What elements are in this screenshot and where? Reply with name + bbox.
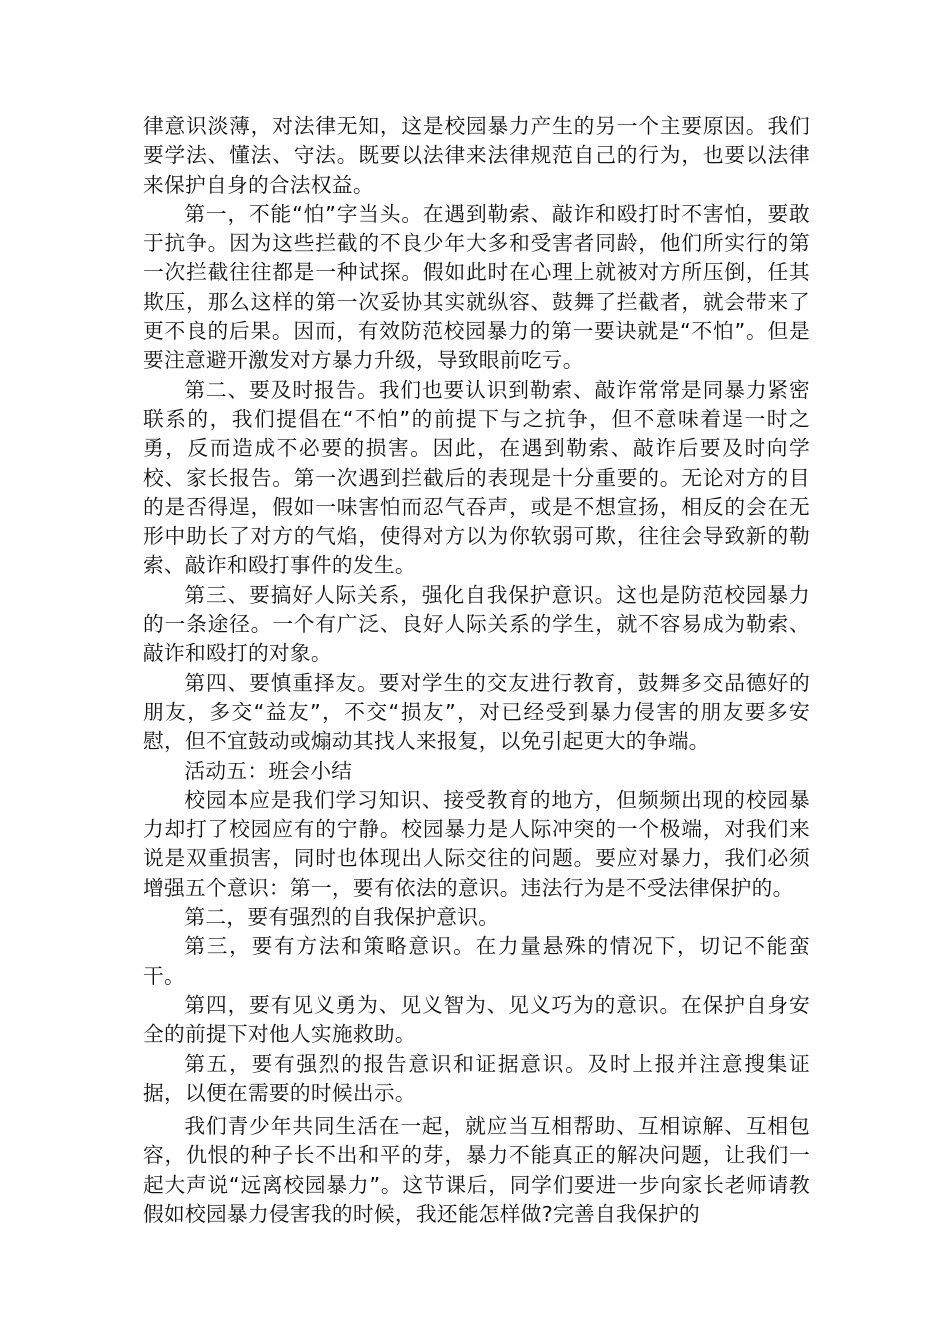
paragraph-awareness-five: 第五，要有强烈的报告意识和证据意识。及时上报并注意搜集证据，以便在需要的时候出示。 [143, 1051, 810, 1105]
paragraph-point-four: 第四、要慎重择友。要对学生的交友进行教育，鼓舞多交品德好的朋友，多交“益友”，不交“损友”，对已经受到暴力侵害的朋友要多安慰，但不宜鼓动或煽动其找人来报复，以免引起更大的争端。 [143, 670, 810, 754]
paragraph-point-three: 第三、要搞好人际关系，强化自我保护意识。这也是防范校园暴力的一条途径。一个有广泛、良好人际关系的学生，就不容易成为勒索、敲诈和殴打的对象。 [143, 582, 810, 666]
paragraph-awareness-three: 第三，要有方法和策略意识。在力量悬殊的情况下，切记不能蛮干。 [143, 934, 810, 988]
paragraph-intro: 律意识淡薄，对法律无知，这是校园暴力产生的另一个主要原因。我们要学法、懂法、守法。既要以法律来法律规范自己的行为，也要以法律来保护自身的合法权益。 [143, 114, 810, 197]
paragraph-conclusion: 我们青少年共同生活在一起，就应当互相帮助、互相谅解、互相包容，仇恨的种子长不出和平的芽，暴力不能真正的解决问题，让我们一起大声说“远离校园暴力”。这节课后，同学们要进一步向家长老师请教假如校园暴力侵害我的时候，我还能怎样做?完善自我保护的 [143, 1114, 810, 1226]
paragraph-summary: 校园本应是我们学习知识、接受教育的地方，但频频出现的校园暴力却打了校园应有的宁静。校园暴力是人际冲突的一个极端，对我们来说是双重损害，同时也体现出人际交往的问题。要应对暴力，我们必须增强五个意识：第一，要有依法的意识。违法行为是不受法律保护的。 [143, 787, 810, 900]
paragraph-awareness-two: 第二，要有强烈的自我保护意识。 [184, 905, 500, 930]
section-heading-activity-five: 活动五：班会小结 [184, 758, 353, 783]
paragraph-point-two: 第二、要及时报告。我们也要认识到勒索、敲诈常常是同暴力紧密联系的，我们提倡在“不怕”的前提下与之抗争，但不意味着逞一时之勇，反而造成不必要的损害。因此，在遇到勒索、敲诈后要及时向学校、家长报告。第一次遇到拦截后的表现是十分重要的。无论对方的目的是否得逞，假如一味害怕而忍气吞声，或是不想宣扬，相反的会在无形中助长了对方的气焰，使得对方以为你软弱可欺，往往会导致新的勒索、敲诈和殴打事件的发生。 [143, 377, 810, 578]
paragraph-point-one: 第一，不能“怕”字当头。在遇到勒索、敲诈和殴打时不害怕，要敢于抗争。因为这些拦截的不良少年大多和受害者同龄，他们所实行的第一次拦截往往都是一种试探。假如此时在心理上就被对方所压倒，任其欺压，那么这样的第一次妥协其实就纵容、鼓舞了拦截者，就会带来了更不良的后果。因而，有效防范校园暴力的第一要诀就是“不怕”。但是要注意避开激发对方暴力升级，导致眼前吃亏。 [143, 201, 810, 373]
document-page [143, 112, 810, 1229]
paragraph-awareness-four: 第四，要有见义勇为、见义智为、见义巧为的意识。在保护自身安全的前提下对他人实施救助。 [143, 992, 810, 1047]
